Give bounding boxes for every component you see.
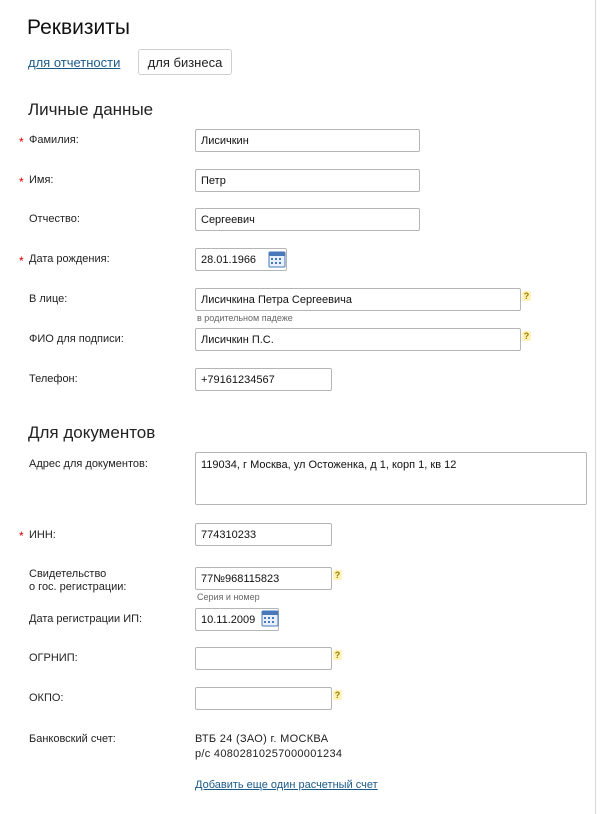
- ip-reg-date-label: Дата регистрации ИП:: [29, 613, 143, 625]
- firstname-input[interactable]: Петр: [195, 169, 420, 192]
- lastname-label: Фамилия:: [29, 134, 79, 146]
- help-icon[interactable]: ?: [334, 690, 341, 700]
- phone-input[interactable]: +79161234567: [195, 368, 332, 391]
- in-person-input[interactable]: Лисичкина Петра Сергеевича: [195, 288, 521, 311]
- help-icon[interactable]: ?: [523, 331, 530, 341]
- section-title-documents: Для документов: [28, 423, 156, 442]
- required-mark: *: [19, 529, 24, 543]
- bank-name: ВТБ 24 (ЗАО) г. МОСКВА: [195, 733, 329, 745]
- patronymic-label: Отчество:: [29, 213, 80, 225]
- help-icon[interactable]: ?: [334, 650, 341, 660]
- signature-label: ФИО для подписи:: [29, 333, 124, 345]
- address-textarea[interactable]: 119034, г Москва, ул Остоженка, д 1, корп 1, кв 12: [195, 452, 587, 505]
- tab-reporting[interactable]: для отчетности: [28, 55, 121, 70]
- inn-label: ИНН:: [29, 529, 56, 541]
- calendar-icon[interactable]: [268, 250, 286, 268]
- ogrnip-input[interactable]: [195, 647, 332, 670]
- required-mark: *: [19, 254, 24, 268]
- certificate-hint: Серия и номер: [197, 592, 260, 602]
- add-account-link[interactable]: Добавить еще один расчетный счет: [195, 779, 378, 791]
- certificate-label-line1: Свидетельство: [29, 568, 107, 580]
- in-person-hint: в родительном падеже: [197, 313, 293, 323]
- in-person-label: В лице:: [29, 293, 68, 305]
- patronymic-input[interactable]: Сергеевич: [195, 208, 420, 231]
- phone-label: Телефон:: [29, 373, 78, 385]
- signature-input[interactable]: Лисичкин П.С.: [195, 328, 521, 351]
- ogrnip-label: ОГРНИП:: [29, 652, 78, 664]
- address-label: Адрес для документов:: [29, 458, 148, 470]
- required-mark: *: [19, 135, 24, 149]
- lastname-input[interactable]: Лисичкин: [195, 129, 420, 152]
- certificate-input[interactable]: 77№968115823: [195, 567, 332, 590]
- required-mark: *: [19, 175, 24, 189]
- page-right-border: [595, 0, 600, 814]
- help-icon[interactable]: ?: [523, 291, 530, 301]
- section-title-personal: Личные данные: [28, 100, 154, 119]
- bank-label: Банковский счет:: [29, 733, 116, 745]
- firstname-label: Имя:: [29, 174, 54, 186]
- birthdate-label: Дата рождения:: [29, 253, 110, 265]
- birthdate-input[interactable]: 28.01.1966: [195, 248, 287, 271]
- okpo-label: ОКПО:: [29, 692, 64, 704]
- ip-reg-date-input[interactable]: 10.11.2009: [195, 608, 279, 631]
- okpo-input[interactable]: [195, 687, 332, 710]
- certificate-label-line2: о гос. регистрации:: [29, 581, 127, 593]
- page-title: Реквизиты: [27, 16, 130, 39]
- tab-business[interactable]: для бизнеса: [138, 49, 232, 75]
- inn-input[interactable]: 774310233: [195, 523, 332, 546]
- calendar-icon[interactable]: [261, 609, 279, 627]
- help-icon[interactable]: ?: [334, 570, 341, 580]
- bank-account: р/с 40802810257000001234: [195, 748, 343, 760]
